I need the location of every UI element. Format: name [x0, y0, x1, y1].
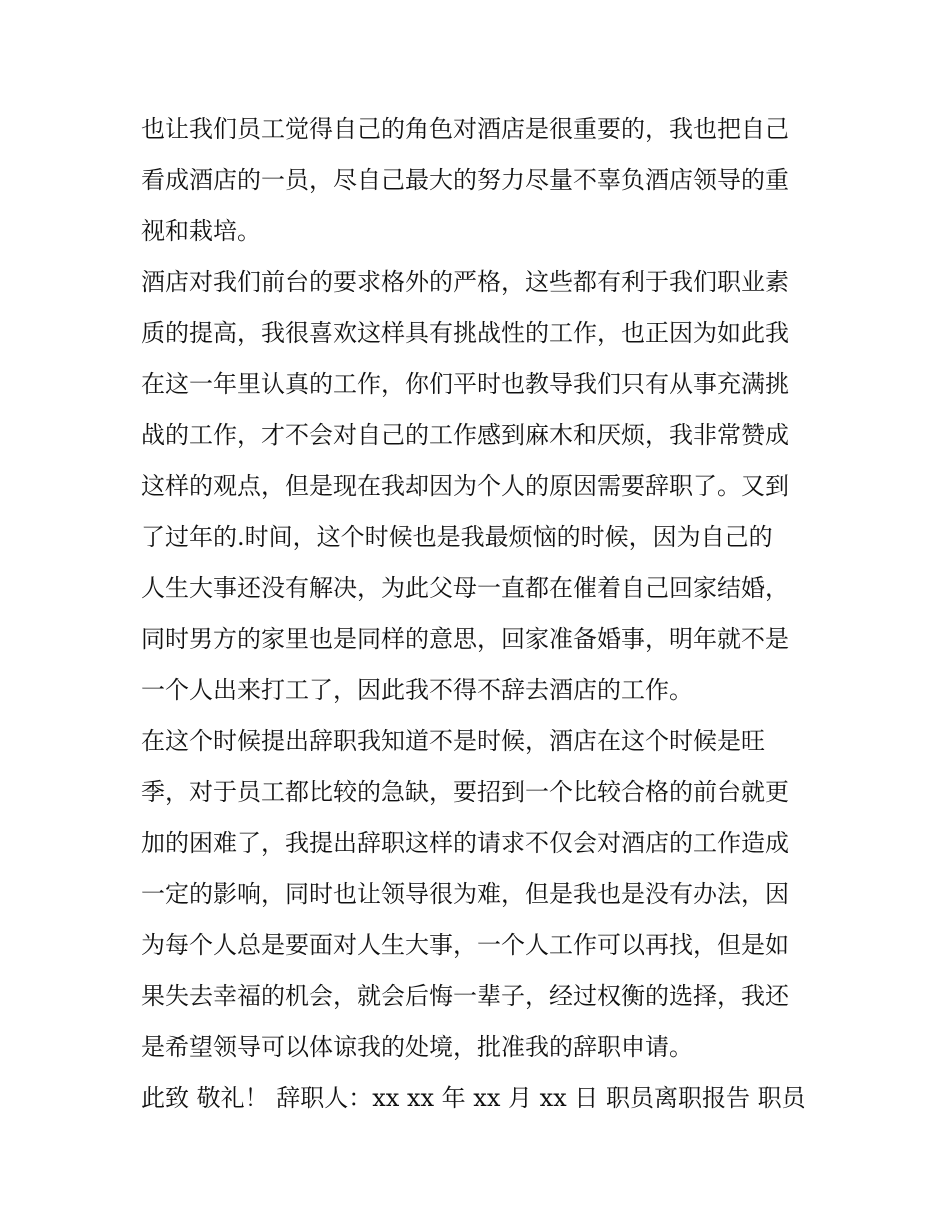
text-line: 这样的观点，但是现在我却因为个人的原因需要辞职了。又到 [141, 472, 789, 500]
text-line: 加的困难了，我提出辞职这样的请求不仅会对酒店的工作造成 [141, 829, 789, 857]
text-line: 视和栽培。 [141, 217, 261, 245]
text-line: 在这一年里认真的工作，你们平时也教导我们只有从事充满挑 [141, 370, 789, 398]
closing-line: 此致 敬礼！ 辞职人：xx xx 年 xx 月 xx 日 职员离职报告 职员 [141, 1084, 806, 1112]
text-line: 看成酒店的一员，尽自己最大的努力尽量不辜负酒店领导的重 [141, 166, 789, 194]
text-line: 同时男方的家里也是同样的意思，回家准备婚事，明年就不是 [141, 625, 789, 653]
text-line: 季，对于员工都比较的急缺，要招到一个比较合格的前台就更 [141, 778, 789, 806]
text-line: 一个人出来打工了，因此我不得不辞去酒店的工作。 [141, 676, 693, 704]
text-line: 人生大事还没有解决，为此父母一直都在催着自己回家结婚， [141, 574, 789, 602]
text-line: 果失去幸福的机会，就会后悔一辈子，经过权衡的选择，我还 [141, 982, 789, 1010]
text-line: 也让我们员工觉得自己的角色对酒店是很重要的，我也把自己 [141, 115, 789, 143]
text-line: 一定的影响，同时也让领导很为难，但是我也是没有办法，因 [141, 880, 789, 908]
text-line: 是希望领导可以体谅我的处境，批准我的辞职申请。 [141, 1033, 693, 1061]
text-line: 战的工作，才不会对自己的工作感到麻木和厌烦，我非常赞成 [141, 421, 789, 449]
text-line: 酒店对我们前台的要求格外的严格，这些都有利于我们职业素 [141, 268, 789, 296]
document-body [141, 104, 813, 1124]
text-line: 为每个人总是要面对人生大事，一个人工作可以再找，但是如 [141, 931, 789, 959]
text-line: 在这个时候提出辞职我知道不是时候，酒店在这个时候是旺 [141, 727, 765, 755]
text-line: 质的提高，我很喜欢这样具有挑战性的工作，也正因为如此我 [141, 319, 789, 347]
text-line: 了过年的.时间，这个时候也是我最烦恼的时候，因为自己的 [141, 523, 773, 551]
